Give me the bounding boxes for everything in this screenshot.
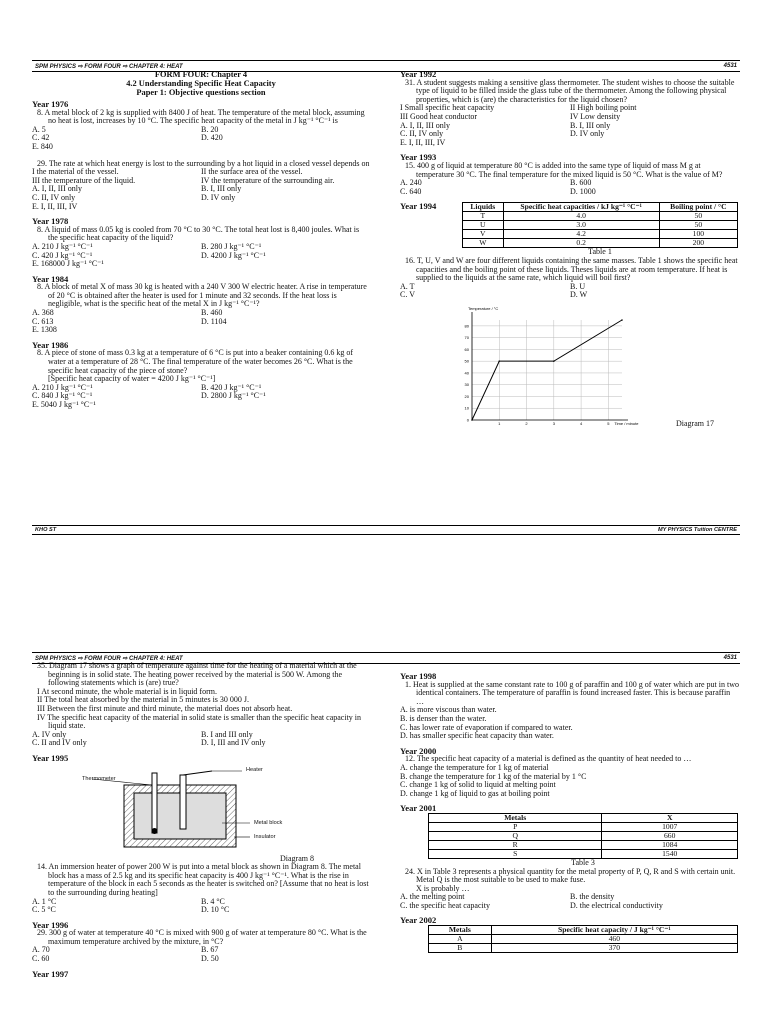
question: 29. The rate at which heat energy is lost to the surrounding by a hot liquid in a closed vessel depends on — [37, 158, 370, 168]
option: D. 4200 J kg⁻¹ °C⁻¹ — [201, 250, 266, 260]
header-right: 4531 — [723, 655, 737, 661]
y-tick-label: 0 — [466, 417, 469, 423]
y-tick-label: 10 — [464, 405, 469, 411]
header-right: 4531 — [723, 63, 737, 69]
option: A. IV only — [32, 729, 67, 739]
option: D. 1104 — [201, 316, 227, 326]
statement: I Small specific heat capacity — [400, 103, 495, 113]
label-thermometer: Thermometer — [82, 775, 116, 782]
label-heater: Heater — [246, 766, 263, 773]
y-tick-label: 50 — [464, 358, 469, 364]
table-cell: 0.2 — [503, 239, 659, 248]
table-cell: V — [463, 230, 504, 239]
x-axis-label: Time / minute — [614, 420, 639, 426]
options — [32, 134, 370, 143]
option: B. I and III only — [201, 729, 253, 739]
label-metal-block: Metal block — [254, 819, 283, 826]
statement: IV the temperature of the surrounding air. — [201, 175, 335, 185]
option: D. has smaller specific heat capacity than water. — [400, 731, 554, 741]
option: D. 420 — [201, 133, 223, 143]
question: 16. T, U, V and W are four different liquids containing the same masses. Table 1 shows the specific heat capacities and the boiling point of these liquids. Theses liquids are at room temperature. If heat is supplied to the liquids at the same rate, which liquid will boil first? — [405, 255, 738, 283]
option: D. the electrical conductivity — [570, 900, 663, 910]
options — [32, 318, 370, 327]
option: C. II, IV only — [400, 129, 444, 139]
statement: III Between the first minute and third minute, the material does not absorb heat. — [37, 703, 293, 713]
option: D. 50 — [201, 954, 219, 964]
year-heading: Year 1992 — [400, 69, 437, 79]
table-cell: 50 — [659, 221, 737, 230]
table-cell: 370 — [491, 944, 737, 953]
table-cell: A — [429, 935, 492, 944]
option: D. 2800 J kg⁻¹ °C⁻¹ — [201, 391, 266, 401]
year-heading: Year 2000 — [400, 745, 437, 756]
question: 8. A metal block of 2 kg is supplied with 8400 J of heat. The temperature of the metal block, assuming no heat is lost, increases by 10 °C. The specific heat capacity of the metal in J kg⁻¹ °C⁻¹ is — [37, 107, 365, 126]
left-column — [32, 70, 370, 410]
table-cell: 200 — [659, 239, 737, 248]
year-heading: Year 1997 — [32, 968, 69, 979]
table-cell: S — [429, 849, 602, 858]
option: C. 60 — [32, 954, 50, 964]
option: D. IV only — [570, 129, 605, 139]
option: B. I, III only — [570, 120, 611, 130]
x-tick-label: 2 — [525, 420, 528, 426]
table-cell: 660 — [602, 831, 738, 840]
statement: I At second minute, the whole material is in liquid form. — [37, 686, 217, 696]
option: A. I, II, III only — [400, 120, 450, 130]
option: B. 4 °C — [201, 896, 225, 906]
question-note: X is probably … — [416, 883, 470, 893]
x-tick-label: 1 — [498, 420, 501, 426]
option: B. 67 — [201, 945, 219, 955]
diagram-8 — [32, 763, 370, 855]
option: C. V — [400, 290, 415, 300]
data-point — [553, 360, 555, 362]
option: B. 420 J kg⁻¹ °C⁻¹ — [201, 382, 262, 392]
statement: II High boiling point — [570, 103, 637, 113]
table-header: Metals — [429, 926, 492, 935]
option: A. I, II, III only — [32, 184, 82, 194]
table-row — [429, 935, 738, 944]
table-3 — [428, 813, 738, 859]
table-header: Liquids — [463, 203, 504, 212]
options — [32, 955, 370, 964]
table-cell: R — [429, 840, 602, 849]
data-point — [498, 360, 500, 362]
table-row — [429, 840, 738, 849]
statement: III Good heat conductor — [400, 111, 478, 121]
y-tick-label: 20 — [464, 393, 469, 399]
question: 12. The specific heat capacity of a material is defined as the quantity of heat needed to … — [405, 754, 692, 764]
y-tick-label: 40 — [464, 370, 469, 376]
year-heading: Year 1995 — [32, 752, 69, 763]
diagram-caption: Diagram 17 — [676, 418, 714, 428]
statement: I the material of the vessel. — [32, 167, 119, 177]
y-tick-label: 70 — [464, 335, 469, 341]
option: B. 600 — [570, 178, 592, 188]
table-cell: B — [429, 944, 492, 953]
option: B. change the temperature for 1 kg of the material by 1 °C — [400, 771, 587, 781]
table-cell: 3.0 — [503, 221, 659, 230]
option: A. 5 — [32, 124, 46, 134]
options — [32, 739, 370, 748]
title-line: Paper 1: Objective questions section — [136, 88, 266, 97]
table-header: Boiling point / °C — [659, 203, 737, 212]
option: C. 420 J kg⁻¹ °C⁻¹ — [32, 250, 93, 260]
option: B. 280 J kg⁻¹ °C⁻¹ — [201, 241, 262, 251]
option: C. II and IV only — [32, 738, 87, 748]
thermometer-shape — [152, 773, 157, 833]
x-tick-label: 5 — [607, 420, 610, 426]
table-cell: 4.0 — [503, 212, 659, 221]
table-cell: 4.2 — [503, 230, 659, 239]
question: 1. Heat is supplied at the same constant rate to 100 g of paraffin and 100 g of water which are put in two identical containers. The temperature of paraffin is found increased faster. This is because paraffin … — [405, 679, 739, 706]
option: C. II, IV only — [32, 192, 76, 202]
right-column — [400, 672, 740, 953]
table-cell: 460 — [491, 935, 737, 944]
options — [32, 906, 370, 915]
options — [400, 130, 740, 139]
question: 15. 400 g of liquid at temperature 80 °C is added into the same type of liquid of mass M g at temperature 30 °C. The final temperature for the mixed liquid is 50 °C. What is the value of M? — [405, 160, 723, 179]
option: E. 5040 J kg⁻¹ °C⁻¹ — [32, 400, 96, 409]
y-tick-label: 60 — [464, 346, 469, 352]
option: A. 368 — [32, 308, 54, 318]
option: A. 210 J kg⁻¹ °C⁻¹ — [32, 382, 93, 392]
option: A. the melting point — [400, 892, 465, 902]
header-left: SPM PHYSICS ⇨ FORM FOUR ⇨ CHAPTER 4: HEAT — [35, 63, 183, 70]
footer-right: MY PHYSICS Tuition CENTRE — [657, 527, 737, 533]
year-heading: Year 1996 — [32, 919, 69, 930]
page-1 — [32, 60, 740, 540]
year-heading: Year 1994 — [400, 201, 437, 212]
option: D. change 1 kg of liquid to gas at boiling point — [400, 788, 550, 798]
table-cell: T — [463, 212, 504, 221]
year-heading: Year 1976 — [32, 99, 69, 109]
label-insulator: Insulator — [254, 833, 276, 840]
table-cell: 100 — [659, 230, 737, 239]
title-line: FORM FOUR: Chapter 4 — [154, 70, 248, 79]
table-1 — [462, 202, 738, 248]
right-column — [400, 70, 740, 434]
option: A. 240 — [400, 178, 422, 188]
question: 8. A piece of stone of mass 0.3 kg at a temperature of 6 °C is put into a beaker containing 0.6 kg of water at a temperature of 28 °C. The final temperature of the water becomes 26 °C. What is the specific heat capacity of the piece of stone? — [37, 348, 354, 375]
year-heading: Year 1978 — [32, 216, 69, 227]
year-heading: Year 1998 — [400, 671, 437, 681]
options — [32, 194, 370, 203]
x-tick-label: 3 — [552, 420, 555, 426]
page-footer — [32, 525, 740, 535]
question: 8. A block of metal X of mass 30 kg is heated with a 240 V 300 W electric heater. A rise in temperature of 20 °C is obtained after the heater is used for 1 minute and 32 seconds. If the heat loss is negligible, what is the specific heat of the metal X in J kg⁻¹ °C⁻¹? — [37, 282, 367, 309]
option: E. 840 — [32, 141, 53, 151]
option: A. 1 °C — [32, 896, 57, 906]
table-cell: 1007 — [602, 822, 738, 831]
option: B. I, III only — [201, 184, 242, 194]
table-caption: Table 3 — [571, 857, 595, 867]
diagram-17-block — [400, 306, 740, 434]
option: C. the specific heat capacity — [400, 900, 490, 910]
doc-title — [32, 70, 370, 97]
table-header: Metals — [429, 813, 602, 822]
table-row — [429, 944, 738, 953]
option: C. 42 — [32, 133, 50, 143]
option: E. 1308 — [32, 325, 57, 335]
data-point — [621, 319, 623, 321]
option: D. W — [570, 290, 588, 300]
option: B. the density — [570, 892, 615, 902]
table-header: Specific heat capacities / kJ kg⁻¹ °C⁻¹ — [503, 203, 659, 212]
question: 8. A liquid of mass 0.05 kg is cooled from 70 °C to 30 °C. The total heat lost is 8,400 joules. What is the specific heat capacity of the liquid? — [37, 224, 360, 243]
table-header-row — [429, 926, 738, 935]
heater-shape — [180, 775, 186, 829]
table-cell: Q — [429, 831, 602, 840]
option: D. IV only — [201, 192, 236, 202]
option: C. 640 — [400, 186, 422, 196]
table-row — [429, 822, 738, 831]
options — [400, 902, 740, 911]
options — [400, 291, 740, 300]
table-caption: Table 1 — [588, 247, 612, 257]
table-header: X — [602, 813, 738, 822]
option: D. I, III and IV only — [201, 738, 266, 748]
table-cell: P — [429, 822, 602, 831]
temperature-time-chart — [450, 306, 650, 432]
header-left: SPM PHYSICS ⇨ FORM FOUR ⇨ CHAPTER 4: HEAT — [35, 655, 183, 662]
option: A. is more viscous than water. — [400, 705, 497, 715]
y-axis-label: Temperature / °C — [468, 305, 499, 311]
question: 31. A student suggests making a sensitive glass thermometer. The student wishes to choose the suitable type of liquid to be filled inside the glass tube of the thermometer. Among the following physical properties, which is (are) the characteristics for the liquid chosen? — [405, 77, 735, 104]
option: B. 460 — [201, 308, 223, 318]
option: B. is denser than the water. — [400, 713, 487, 723]
question: 35. Diagram 17 shows a graph of temperature against time for the heating of a material which at the beginning is in solid state. The heating power received by the material is 500 W. Among the following statements which is (are) true? — [37, 661, 357, 688]
statement: II The total heat absorbed by the material in 5 minutes is 30 000 J. — [37, 695, 250, 705]
diagram-caption: Diagram 8 — [280, 853, 314, 863]
option: A. T — [400, 281, 415, 291]
option: B. U — [570, 281, 586, 291]
question: 14. An immersion heater of power 200 W is put into a metal block as shown in Diagram 8. The metal block has a mass of 2.5 kg and its specific heat capacity is 400 J kg⁻¹ °C⁻¹. What is the rise in temperature of the block in each 5 seconds as the heater is switched on? [Assume that no heat is lost to the surrounding during heating] — [37, 862, 369, 897]
options — [400, 188, 740, 197]
option: B. 20 — [201, 124, 219, 134]
table-header: Specific heat capacity / J kg⁻¹ °C⁻¹ — [491, 926, 737, 935]
series-line — [472, 320, 622, 420]
table-cell: 1084 — [602, 840, 738, 849]
year-heading: Year 2001 — [400, 803, 437, 814]
option: D. 1000 — [570, 186, 596, 196]
option: C. 840 J kg⁻¹ °C⁻¹ — [32, 391, 93, 401]
table-cell: 50 — [659, 212, 737, 221]
option: C. change 1 kg of solid to liquid at melting point — [400, 780, 556, 790]
left-column — [32, 662, 370, 978]
statement: IV The specific heat capacity of the material in solid state is smaller than the specific heat capacity in liquid state. — [37, 712, 362, 731]
table-cell: 1540 — [602, 849, 738, 858]
footer-left: KHO ST — [35, 527, 57, 533]
option: C. 5 °C — [32, 905, 56, 915]
option: A. 210 J kg⁻¹ °C⁻¹ — [32, 241, 93, 251]
question: 29. 300 g of water at temperature 40 °C is mixed with 900 g of water at temperature 80 °C. What is the maximum temperature archived by the mixture, in °C? — [37, 928, 367, 946]
option: E. I, II, III, IV — [400, 137, 446, 147]
title-line: 4.2 Understanding Specific Heat Capacity — [126, 79, 276, 88]
data-point — [471, 419, 473, 421]
year-heading: Year 1984 — [32, 273, 69, 284]
y-tick-label: 80 — [464, 323, 469, 329]
option: A. change the temperature for 1 kg of material — [400, 762, 549, 772]
year-1994-block — [400, 202, 740, 248]
page-2 — [32, 652, 740, 1024]
option: C. has lower rate of evaporation if compared to water. — [400, 722, 573, 732]
option: D. 10 °C — [201, 905, 230, 915]
table-header-row — [429, 813, 738, 822]
option: E. 168000 J kg⁻¹ °C⁻¹ — [32, 259, 104, 269]
year-heading: Year 1993 — [400, 152, 437, 163]
year-heading: Year 1986 — [32, 339, 69, 350]
statement: IV Low density — [570, 111, 621, 121]
y-tick-label: 30 — [464, 382, 469, 388]
year-heading: Year 2002 — [400, 915, 437, 926]
option: E. I, II, III, IV — [32, 201, 78, 211]
statement: II the surface area of the vessel. — [201, 167, 303, 177]
table-row — [429, 831, 738, 840]
question: 24. X in Table 3 represents a physical quantity for the metal property of P, Q, R and S with certain unit. Metal Q is the most suitable to be used to make fuse. — [405, 866, 736, 885]
option: C. 613 — [32, 316, 54, 326]
x-tick-label: 4 — [579, 420, 583, 426]
statement: III the temperature of the liquid. — [32, 175, 136, 185]
table-4 — [428, 925, 738, 953]
table-cell: U — [463, 221, 504, 230]
question-note: [Specific heat capacity of water = 4200 J kg⁻¹ °C⁻¹] — [48, 374, 216, 384]
table-cell: W — [463, 239, 504, 248]
option: A. 70 — [32, 945, 50, 955]
